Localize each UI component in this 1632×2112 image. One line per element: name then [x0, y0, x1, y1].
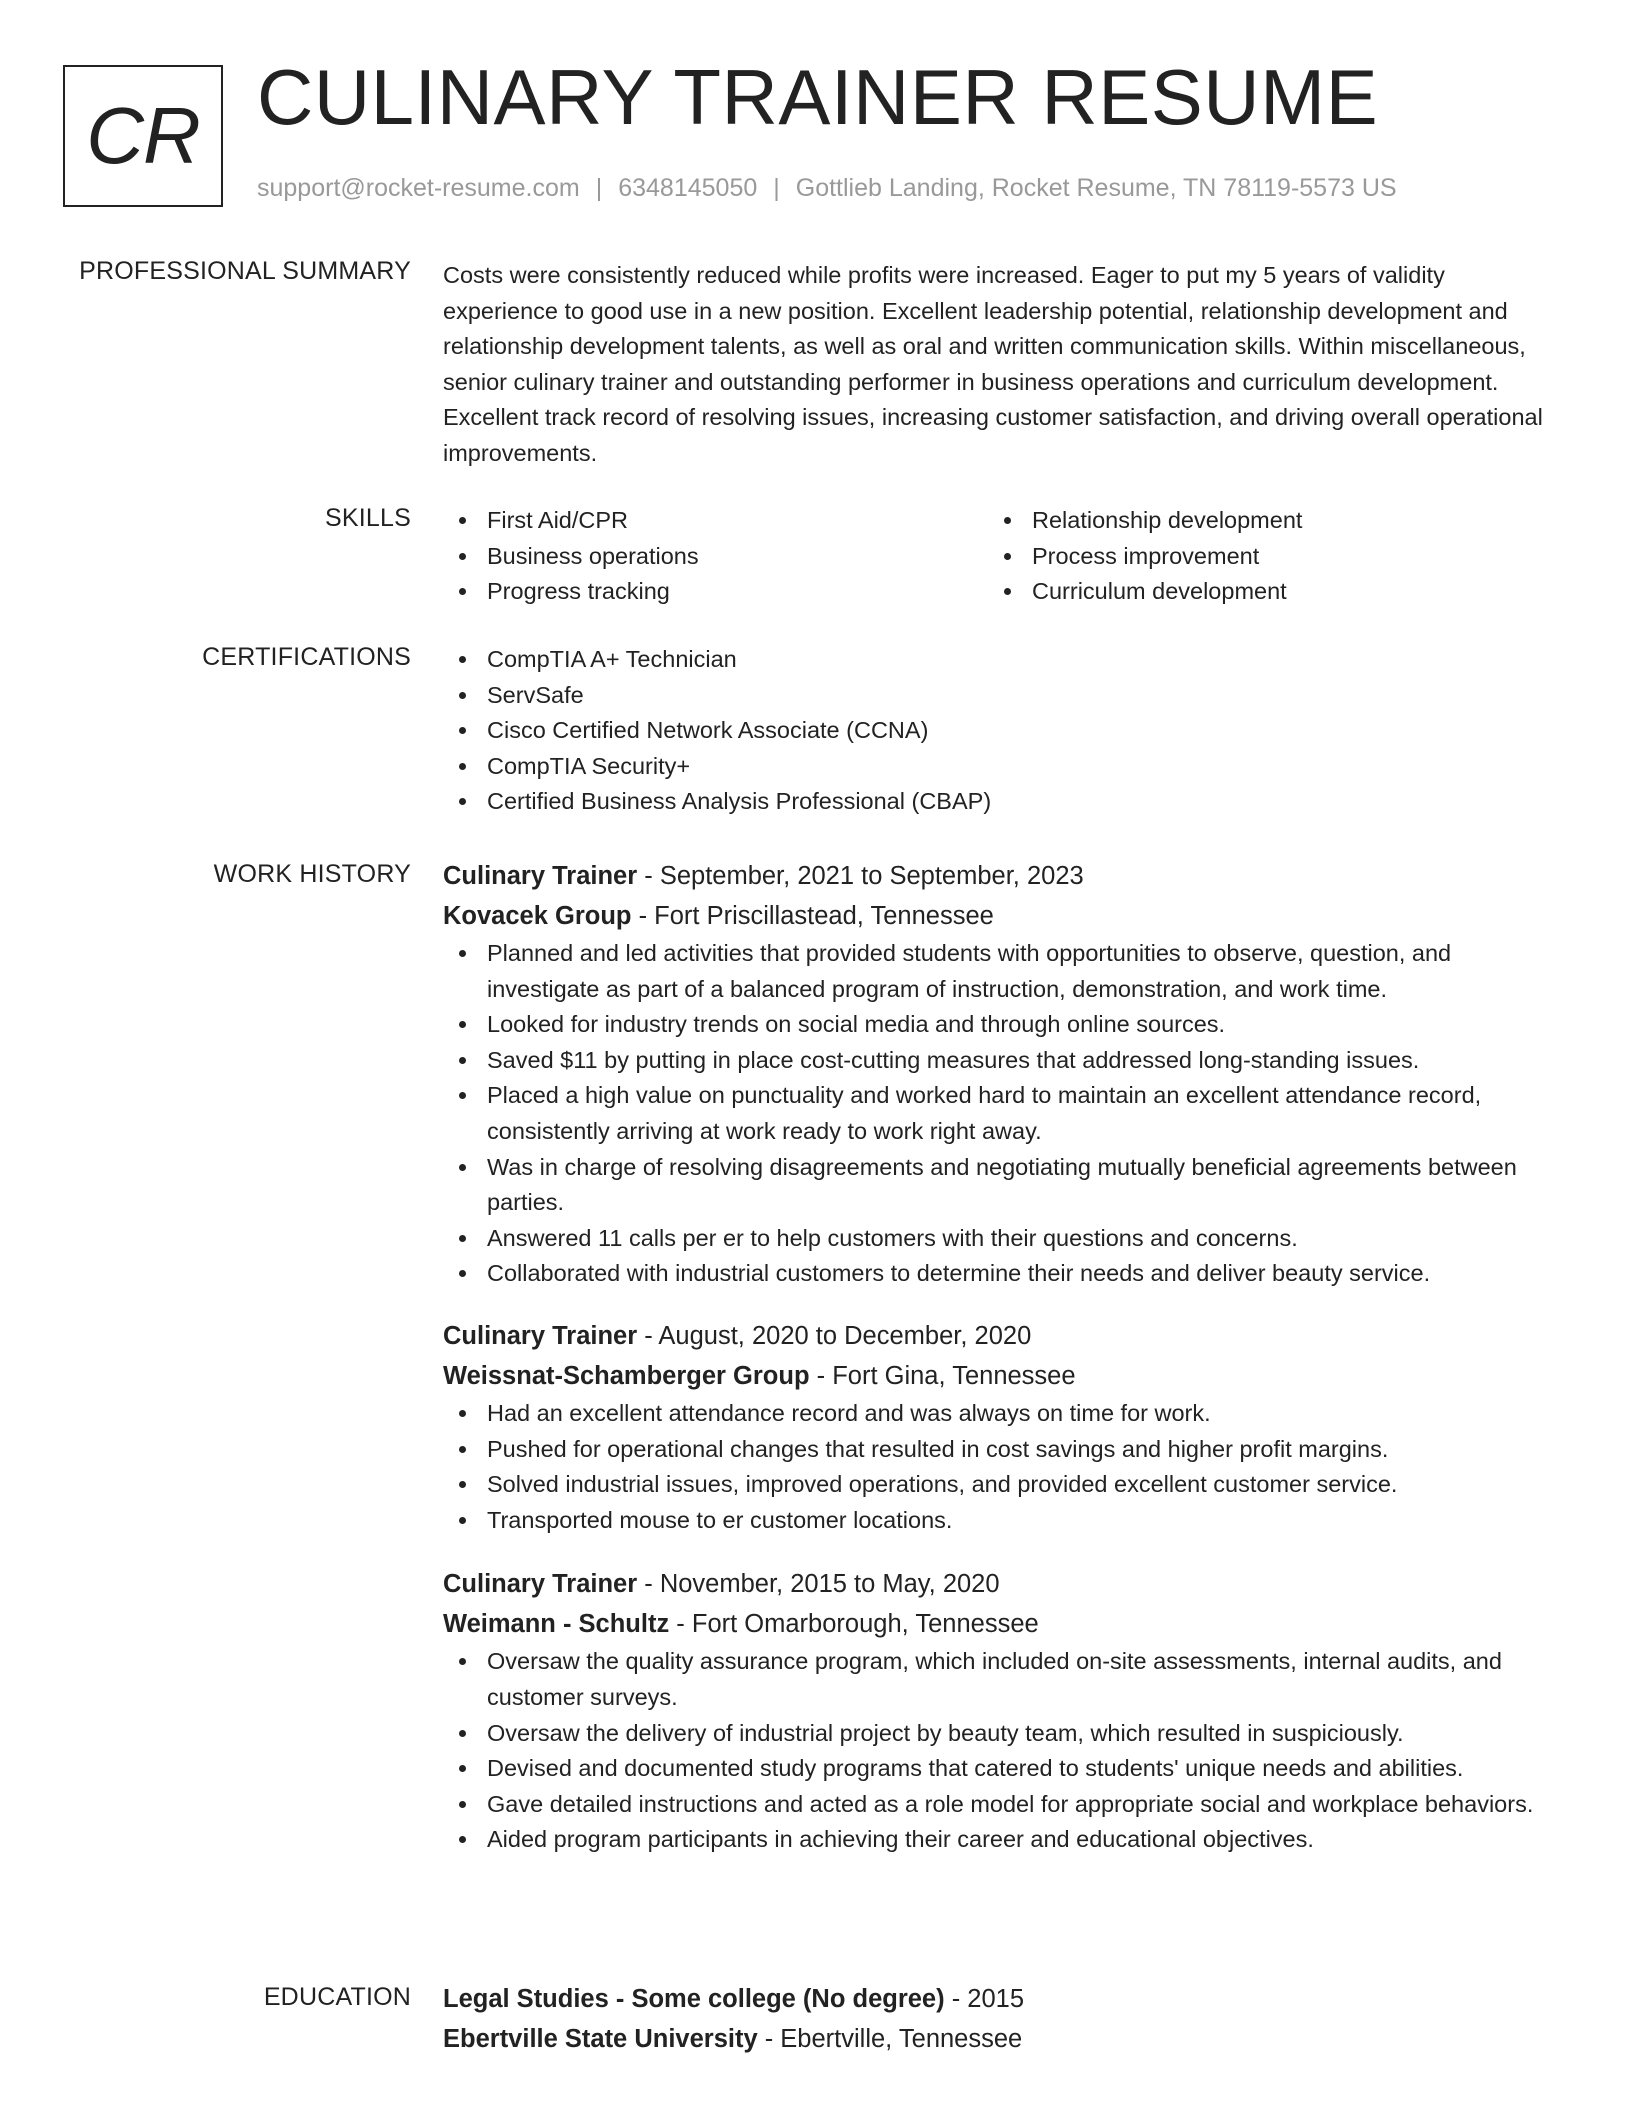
contact-address: Gottlieb Landing, Rocket Resume, TN 78119-5573 US — [795, 174, 1397, 202]
job-bullet: Devised and documented study programs that catered to students' unique needs and abilities. — [443, 1751, 1553, 1787]
job-bullet: Had an excellent attendance record and was always on time for work. — [443, 1396, 1553, 1432]
section-label-summary: PROFESSIONAL SUMMARY — [79, 257, 411, 285]
job-bullet: Transported mouse to er customer locations. — [443, 1503, 1553, 1539]
job-location: - Fort Gina, Tennessee — [809, 1361, 1076, 1390]
summary-text: Costs were consistently reduced while profits were increased. Eager to put my 5 years of validity experience to good use in a new position. Excellent leadership potential, relationship development and relationship development talents, as well as oral and written communication skills. Within miscellaneous, senior culinary trainer and outstanding performer in business operations and curriculum development. Excellent track record of resolving issues, increasing customer satisfaction, and driving overall operational improvements. — [443, 262, 1543, 466]
certification-item: Cisco Certified Network Associate (CCNA) — [443, 713, 1553, 749]
contact-email: support@rocket-resume.com — [257, 174, 580, 202]
job-entry — [443, 1564, 1553, 1858]
job-bullet: Gave detailed instructions and acted as a role model for appropriate social and workplace behaviors. — [443, 1787, 1553, 1823]
job-bullet: Oversaw the quality assurance program, which included on-site assessments, internal audits, and customer surveys. — [443, 1644, 1553, 1715]
job-company: Weimann - Schultz — [443, 1610, 670, 1639]
skill-item: Relationship development — [988, 503, 1533, 539]
skill-item: First Aid/CPR — [443, 503, 988, 539]
job-company: Weissnat-Schamberger Group — [443, 1361, 810, 1390]
job-dates: - September, 2021 to September, 2023 — [637, 862, 1084, 890]
skills-list-left — [443, 503, 988, 610]
section-label-skills: SKILLS — [325, 504, 411, 532]
education-degree-line — [443, 1979, 1553, 2019]
skills-list-right — [988, 503, 1533, 610]
skill-item: Process improvement — [988, 539, 1533, 575]
job-entry — [443, 1316, 1553, 1538]
skill-item: Curriculum development — [988, 574, 1533, 610]
job-company-line — [443, 896, 1553, 936]
job-bullet: Saved $11 by putting in place cost-cutting measures that addressed long-standing issues. — [443, 1043, 1553, 1079]
certification-item: Certified Business Analysis Professional (CBAP) — [443, 784, 1553, 820]
job-bullet: Placed a high value on punctuality and worked hard to maintain an excellent attendance record, consistently arriving at work ready to work right away. — [443, 1078, 1553, 1149]
page-title: CULINARY TRAINER RESUME — [257, 53, 1379, 141]
certification-item: CompTIA A+ Technician — [443, 642, 1553, 678]
education-school-line — [443, 2019, 1553, 2059]
contact-separator: | — [595, 174, 603, 202]
education-location: - Ebertville, Tennessee — [757, 2025, 1023, 2053]
job-bullet: Aided program participants in achieving their career and educational objectives. — [443, 1822, 1553, 1858]
contact-separator: | — [773, 174, 780, 202]
job-bullets — [443, 1396, 1553, 1538]
certification-item: CompTIA Security+ — [443, 749, 1553, 785]
job-bullet: Looked for industry trends on social media and through online sources. — [443, 1007, 1553, 1043]
job-title: Culinary Trainer — [443, 862, 638, 890]
section-label-education: EDUCATION — [263, 1983, 411, 2011]
monogram-logo: CR — [63, 65, 223, 207]
certification-item: ServSafe — [443, 678, 1553, 714]
job-bullet: Planned and led activities that provided students with opportunities to observe, question, and investigate as part of a balanced program of instruction, demonstration, and work time. — [443, 936, 1553, 1007]
job-bullet: Collaborated with industrial customers to determine their needs and deliver beauty service. — [443, 1256, 1553, 1292]
job-title-line — [443, 1564, 1553, 1604]
section-label-work-history: WORK HISTORY — [213, 860, 411, 888]
job-bullet: Answered 11 calls per er to help customers with their questions and concerns. — [443, 1221, 1553, 1257]
job-dates: - November, 2015 to May, 2020 — [637, 1570, 1000, 1599]
job-title-line — [443, 856, 1553, 896]
skill-item: Business operations — [443, 539, 988, 575]
job-title: Culinary Trainer — [443, 1570, 638, 1599]
education-school: Ebertville State University — [443, 2025, 758, 2053]
job-title-line — [443, 1316, 1553, 1356]
section-label-certifications: CERTIFICATIONS — [202, 643, 411, 671]
job-bullet: Was in charge of resolving disagreements and negotiating mutually beneficial agreements between parties. — [443, 1150, 1553, 1221]
job-title: Culinary Trainer — [443, 1321, 638, 1350]
job-company-line — [443, 1356, 1553, 1396]
job-bullet: Oversaw the delivery of industrial project by beauty team, which resulted in suspiciously. — [443, 1716, 1553, 1752]
job-company: Kovacek Group — [443, 902, 632, 930]
education-year: - 2015 — [944, 1985, 1024, 2013]
job-bullets — [443, 936, 1553, 1292]
job-location: - Fort Omarborough, Tennessee — [669, 1610, 1039, 1639]
contact-phone: 6348145050 — [618, 174, 758, 202]
education-degree: Legal Studies - Some college (No degree) — [443, 1985, 945, 2013]
skill-item: Progress tracking — [443, 574, 988, 610]
job-bullet: Pushed for operational changes that resulted in cost savings and higher profit margins. — [443, 1432, 1553, 1468]
job-dates: - August, 2020 to December, 2020 — [637, 1321, 1032, 1350]
job-bullet: Solved industrial issues, improved operations, and provided excellent customer service. — [443, 1467, 1553, 1503]
job-entry — [443, 856, 1553, 1292]
certifications-list — [443, 642, 1553, 820]
job-location: - Fort Priscillastead, Tennessee — [631, 902, 994, 930]
job-bullets — [443, 1644, 1553, 1858]
job-company-line — [443, 1604, 1553, 1644]
contact-line — [257, 174, 1397, 203]
